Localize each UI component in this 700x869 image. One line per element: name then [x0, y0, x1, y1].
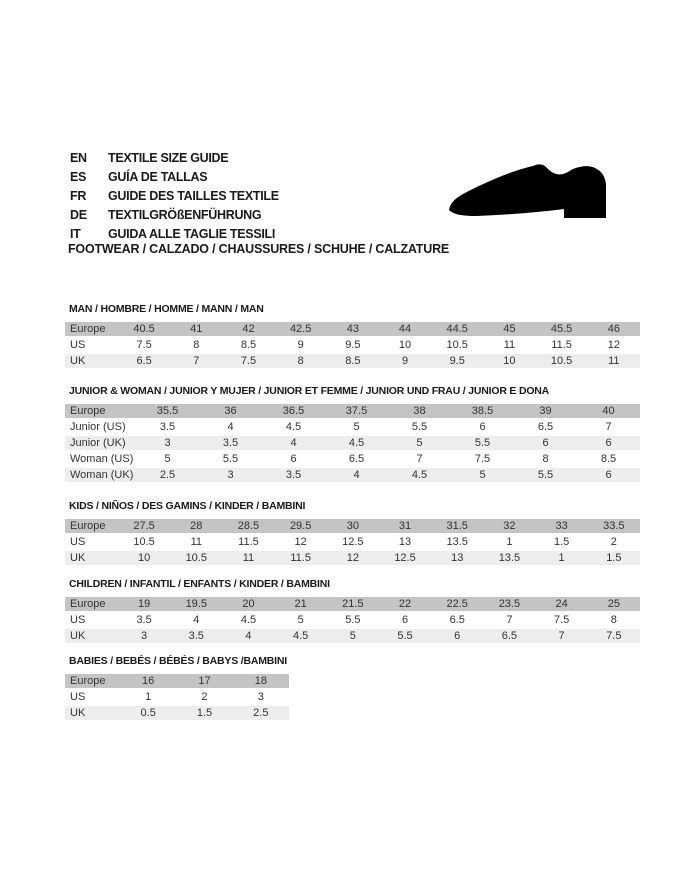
- size-table-junior-woman: [65, 404, 640, 484]
- table-row: [65, 354, 640, 370]
- size-cell: 21.5: [327, 597, 379, 613]
- size-cell: 11.5: [222, 535, 274, 551]
- size-table-kids: [65, 519, 640, 567]
- size-cell: 33: [536, 519, 588, 535]
- size-cell: 5.5: [388, 420, 451, 436]
- size-cell: 12: [327, 551, 379, 567]
- size-cell: 7: [483, 613, 535, 629]
- size-cell: 10.5: [536, 354, 588, 370]
- row-label: US: [65, 613, 118, 629]
- size-section-man: [65, 303, 640, 370]
- size-cell: 12: [588, 338, 640, 354]
- size-cell: 6: [262, 452, 325, 468]
- table-row: [65, 597, 640, 613]
- size-cell: 6.5: [431, 613, 483, 629]
- size-cell: 24: [536, 597, 588, 613]
- size-cell: 1.5: [536, 535, 588, 551]
- size-cell: 6: [379, 613, 431, 629]
- size-cell: 5: [136, 452, 199, 468]
- size-table-babies: [65, 674, 289, 722]
- size-cell: 5: [325, 420, 388, 436]
- size-cell: 5: [327, 629, 379, 645]
- section-title: BABIES / BEBÉS / BÉBÉS / BABYS /BAMBINI: [69, 655, 287, 667]
- size-cell: 5: [388, 436, 451, 452]
- section-title: JUNIOR & WOMAN / JUNIOR Y MUJER / JUNIOR ET FEMME / JUNIOR UND FRAU / JUNIOR E DONA: [69, 385, 550, 397]
- size-cell: 4.5: [388, 468, 451, 484]
- size-cell: 8: [514, 452, 577, 468]
- row-label: Europe: [65, 674, 120, 690]
- size-cell: 7: [536, 629, 588, 645]
- size-cell: 11: [588, 354, 640, 370]
- size-cell: 38.5: [451, 404, 514, 420]
- row-label: US: [65, 535, 118, 551]
- size-cell: 8.5: [577, 452, 640, 468]
- size-section-junior-woman: [65, 385, 640, 484]
- size-cell: 44: [379, 322, 431, 338]
- table-row: [65, 535, 640, 551]
- size-cell: 3: [136, 436, 199, 452]
- row-label: Europe: [65, 322, 118, 338]
- size-cell: 4: [199, 420, 262, 436]
- size-cell: 5.5: [379, 629, 431, 645]
- size-cell: 5.5: [451, 436, 514, 452]
- size-cell: 6: [451, 420, 514, 436]
- size-cell: 9: [379, 354, 431, 370]
- size-cell: 28: [170, 519, 222, 535]
- size-cell: 3: [199, 468, 262, 484]
- size-table-children: [65, 597, 640, 645]
- size-cell: 6: [577, 468, 640, 484]
- row-label: US: [65, 338, 118, 354]
- size-cell: 4.5: [262, 420, 325, 436]
- size-cell: 19.5: [170, 597, 222, 613]
- size-cell: 17: [176, 674, 232, 690]
- size-cell: 4.5: [222, 613, 274, 629]
- size-cell: 31: [379, 519, 431, 535]
- size-cell: 12: [275, 535, 327, 551]
- table-row: [65, 420, 640, 436]
- table-row: [65, 322, 640, 338]
- size-cell: 4: [170, 613, 222, 629]
- size-cell: 8: [588, 613, 640, 629]
- category-title: FOOTWEAR / CALZADO / CHAUSSURES / SCHUHE / CALZATURE: [68, 242, 450, 256]
- size-cell: 7.5: [536, 613, 588, 629]
- row-label: Junior (UK): [65, 436, 136, 452]
- section-title: KIDS / NIÑOS / DES GAMINS / KINDER / BAMBINI: [69, 500, 306, 512]
- size-section-children: [65, 578, 640, 645]
- size-cell: 5: [451, 468, 514, 484]
- row-label: Europe: [65, 519, 118, 535]
- size-cell: 42.5: [275, 322, 327, 338]
- size-cell: 13.5: [431, 535, 483, 551]
- size-cell: 6.5: [483, 629, 535, 645]
- size-cell: 11: [483, 338, 535, 354]
- size-cell: 45.5: [536, 322, 588, 338]
- table-row: [65, 452, 640, 468]
- size-cell: 3.5: [199, 436, 262, 452]
- size-cell: 1: [536, 551, 588, 567]
- size-cell: 3.5: [118, 613, 170, 629]
- size-section-kids: [65, 500, 640, 567]
- language-label: GUÍA DE TALLAS: [108, 169, 208, 184]
- row-label: Europe: [65, 404, 136, 420]
- size-cell: 5.5: [514, 468, 577, 484]
- size-cell: 4: [222, 629, 274, 645]
- language-code: ES: [70, 169, 87, 184]
- size-cell: 2.5: [136, 468, 199, 484]
- language-row-de: [70, 205, 279, 224]
- language-row-fr: [70, 186, 279, 205]
- size-cell: 6.5: [118, 354, 170, 370]
- language-code: FR: [70, 188, 87, 203]
- size-cell: 30: [327, 519, 379, 535]
- size-cell: 8: [170, 338, 222, 354]
- row-label: UK: [65, 354, 118, 370]
- language-code: DE: [70, 207, 87, 222]
- size-cell: 16: [120, 674, 176, 690]
- size-section-babies: [65, 655, 289, 722]
- language-label: GUIDA ALLE TAGLIE TESSILI: [108, 226, 276, 241]
- table-row: [65, 629, 640, 645]
- size-cell: 31.5: [431, 519, 483, 535]
- size-cell: 1: [483, 535, 535, 551]
- size-cell: 7.5: [451, 452, 514, 468]
- table-row: [65, 338, 640, 354]
- size-table-man: [65, 322, 640, 370]
- table-row: [65, 519, 640, 535]
- table-row: [65, 690, 289, 706]
- size-cell: 4.5: [325, 436, 388, 452]
- table-row: [65, 674, 289, 690]
- size-cell: 41: [170, 322, 222, 338]
- size-cell: 42: [222, 322, 274, 338]
- table-row: [65, 436, 640, 452]
- size-cell: 22: [379, 597, 431, 613]
- section-title: CHILDREN / INFANTIL / ENFANTS / KINDER / BAMBINI: [69, 578, 330, 590]
- size-cell: 3.5: [170, 629, 222, 645]
- size-cell: 7: [170, 354, 222, 370]
- row-label: Woman (US): [65, 452, 136, 468]
- row-label: UK: [65, 706, 120, 722]
- size-cell: 11.5: [536, 338, 588, 354]
- size-cell: 4.5: [275, 629, 327, 645]
- size-cell: 29.5: [275, 519, 327, 535]
- size-cell: 5.5: [327, 613, 379, 629]
- size-cell: 36: [199, 404, 262, 420]
- table-row: [65, 468, 640, 484]
- language-row-es: [70, 167, 279, 186]
- size-cell: 6: [431, 629, 483, 645]
- size-cell: 32: [483, 519, 535, 535]
- size-cell: 19: [118, 597, 170, 613]
- size-cell: 44.5: [431, 322, 483, 338]
- size-cell: 23.5: [483, 597, 535, 613]
- size-cell: 45: [483, 322, 535, 338]
- size-cell: 28.5: [222, 519, 274, 535]
- row-label: Woman (UK): [65, 468, 136, 484]
- row-label: UK: [65, 551, 118, 567]
- size-cell: 11.5: [275, 551, 327, 567]
- size-cell: 6: [514, 436, 577, 452]
- size-cell: 10: [483, 354, 535, 370]
- size-cell: 8: [275, 354, 327, 370]
- row-label: Junior (US): [65, 420, 136, 436]
- size-cell: 10.5: [170, 551, 222, 567]
- size-cell: 9.5: [327, 338, 379, 354]
- size-cell: 35.5: [136, 404, 199, 420]
- language-row-en: [70, 148, 279, 167]
- language-code: IT: [70, 226, 81, 241]
- size-cell: 36.5: [262, 404, 325, 420]
- size-cell: 5.5: [199, 452, 262, 468]
- row-label: Europe: [65, 597, 118, 613]
- language-legend: [70, 148, 279, 243]
- size-cell: 10.5: [118, 535, 170, 551]
- size-cell: 2.5: [233, 706, 289, 722]
- size-cell: 43: [327, 322, 379, 338]
- language-label: TEXTILGRÖßENFÜHRUNG: [108, 207, 262, 222]
- size-cell: 9: [275, 338, 327, 354]
- section-title: MAN / HOMBRE / HOMME / MANN / MAN: [69, 303, 264, 315]
- size-cell: 2: [176, 690, 232, 706]
- table-row: [65, 613, 640, 629]
- size-cell: 38: [388, 404, 451, 420]
- size-cell: 9.5: [431, 354, 483, 370]
- language-row-it: [70, 224, 279, 243]
- size-cell: 6.5: [514, 420, 577, 436]
- size-cell: 11: [170, 535, 222, 551]
- size-cell: 3: [118, 629, 170, 645]
- size-cell: 21: [275, 597, 327, 613]
- size-cell: 6.5: [325, 452, 388, 468]
- size-cell: 18: [233, 674, 289, 690]
- size-cell: 20: [222, 597, 274, 613]
- table-row: [65, 551, 640, 567]
- size-cell: 25: [588, 597, 640, 613]
- size-cell: 8.5: [222, 338, 274, 354]
- size-cell: 4: [262, 436, 325, 452]
- size-cell: 3.5: [136, 420, 199, 436]
- size-cell: 27.5: [118, 519, 170, 535]
- size-cell: 33.5: [588, 519, 640, 535]
- size-cell: 7.5: [588, 629, 640, 645]
- size-cell: 3: [233, 690, 289, 706]
- language-label: GUIDE DES TAILLES TEXTILE: [108, 188, 279, 203]
- size-cell: 10.5: [431, 338, 483, 354]
- size-cell: 7: [388, 452, 451, 468]
- size-cell: 1: [120, 690, 176, 706]
- size-cell: 37.5: [325, 404, 388, 420]
- size-cell: 10: [379, 338, 431, 354]
- size-cell: 22.5: [431, 597, 483, 613]
- size-cell: 5: [275, 613, 327, 629]
- size-cell: 1.5: [176, 706, 232, 722]
- size-cell: 7.5: [222, 354, 274, 370]
- row-label: US: [65, 690, 120, 706]
- size-cell: 12.5: [379, 551, 431, 567]
- size-cell: 12.5: [327, 535, 379, 551]
- size-cell: 13: [379, 535, 431, 551]
- row-label: UK: [65, 629, 118, 645]
- size-cell: 13.5: [483, 551, 535, 567]
- table-row: [65, 404, 640, 420]
- size-cell: 13: [431, 551, 483, 567]
- size-cell: 40.5: [118, 322, 170, 338]
- dress-shoe-icon: [446, 162, 624, 228]
- size-cell: 39: [514, 404, 577, 420]
- size-cell: 7: [577, 420, 640, 436]
- size-cell: 7.5: [118, 338, 170, 354]
- size-cell: 10: [118, 551, 170, 567]
- size-cell: 1.5: [588, 551, 640, 567]
- table-row: [65, 706, 289, 722]
- size-cell: 6: [577, 436, 640, 452]
- size-cell: 3.5: [262, 468, 325, 484]
- size-cell: 2: [588, 535, 640, 551]
- size-cell: 46: [588, 322, 640, 338]
- language-label: TEXTILE SIZE GUIDE: [108, 150, 229, 165]
- language-code: EN: [70, 150, 87, 165]
- size-cell: 40: [577, 404, 640, 420]
- size-cell: 4: [325, 468, 388, 484]
- size-cell: 8.5: [327, 354, 379, 370]
- size-cell: 11: [222, 551, 274, 567]
- size-cell: 0.5: [120, 706, 176, 722]
